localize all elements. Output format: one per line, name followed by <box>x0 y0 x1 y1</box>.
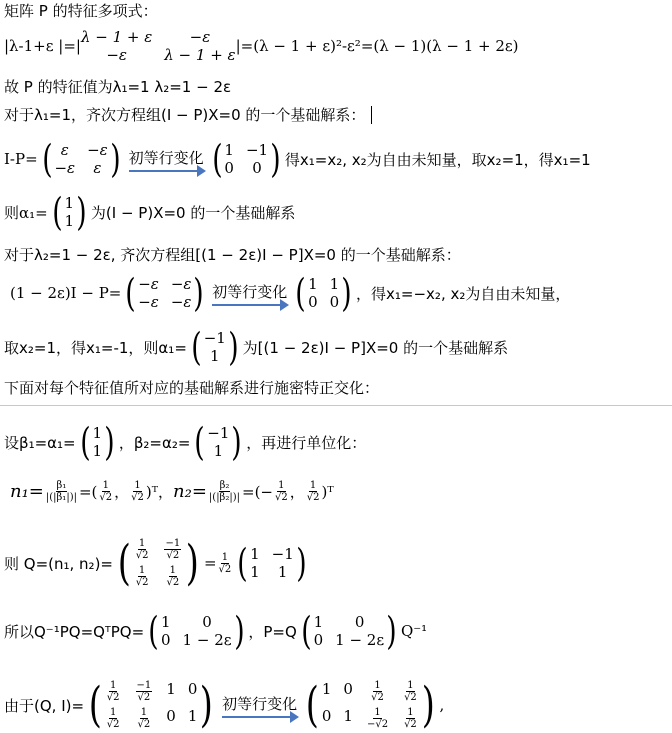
matrix-q-fractions: ( $\frac{1}{√2}$ $\frac{-1}{√2}$ $\frac{1}{√2}$ $\frac{1}{√2}$ ) <box>117 535 200 591</box>
text-n2: n₂= <box>173 481 207 502</box>
matrix-cell: 0 <box>313 631 324 649</box>
text-q-inverse: Q⁻¹ <box>400 622 428 640</box>
page-divider <box>0 405 672 406</box>
matrix-cell: 1 <box>277 563 288 581</box>
fraction: $\frac{1}{√2}$ <box>99 480 113 503</box>
diagonal-line <box>4 609 428 653</box>
text-schmidt-intro: 下面对每个特征值所对应的基础解系进行施密特正交化： <box>4 379 380 397</box>
matrix-cell: −ε <box>138 293 159 311</box>
matrix-cell: λ − 1 + ε <box>80 28 153 46</box>
fraction: $\frac{1}{√2}$ <box>275 480 288 503</box>
text-i-minus-p: I-P= <box>4 150 38 168</box>
augmented-line: 由于(Q, I)= ( $\frac{1}{√2}$ $\frac{-1}{√2}$ 1 0 $\frac{1}{√2}$ $\frac{1}{√2}$ 0 1 ) 初等行变化 ( 1 0 $\frac{1}{√2}$ $\frac{1}{√2}$ 0 1 $\frac{1}{-√2}$ $\frac{1}{√2}$ ) , <box>4 677 445 733</box>
matrix-i-minus-p: ( ε −ε −ε ε ) <box>41 137 121 181</box>
fraction: $\frac{1}{√2}$ <box>306 480 320 503</box>
matrix-cell: 0 <box>252 159 262 177</box>
matrix-cell: 0 <box>329 293 340 311</box>
beta-line <box>4 420 367 464</box>
lambda1-intro-line <box>4 104 372 125</box>
matrix-cell: 1 <box>308 275 318 293</box>
lambda2-reduction-line <box>10 271 571 315</box>
matrix-augmented-reduced: ( 1 0 $\frac{1}{√2}$ $\frac{1}{√2}$ 0 1 $\frac{1}{-√2}$ $\frac{1}{√2}$ ) <box>305 677 435 733</box>
matrix-cell: ε <box>60 141 69 159</box>
arrow-label: 初等行变化 <box>128 148 204 167</box>
text-char-poly-left: |λ-1+ε |=| <box>4 37 81 55</box>
intro-line <box>4 0 158 21</box>
matrix-augmented: ( $\frac{1}{√2}$ $\frac{-1}{√2}$ 1 0 $\frac{1}{√2}$ $\frac{1}{√2}$ 0 1 ) <box>88 677 214 733</box>
matrix-cell: −ε <box>54 159 76 177</box>
vector-cell: 1 <box>92 442 102 460</box>
arrow-label: 初等行变化 <box>222 694 298 713</box>
alpha1-line <box>4 190 296 234</box>
fraction: $\frac{1}{√2}$ <box>131 480 144 503</box>
right-arrow-icon <box>129 170 204 172</box>
matrix-cell: 0 <box>354 613 365 631</box>
row-reduction-arrow <box>222 693 297 718</box>
matrix-cell: −ε <box>170 275 192 293</box>
fraction-scale: $\frac{1}{√2}$ <box>218 551 232 575</box>
matrix-cell: −ε <box>106 46 127 64</box>
text-alpha1-left: 则α₁= <box>4 203 48 222</box>
text-diag-left: 所以Q⁻¹PQ=QᵀPQ= <box>4 622 145 641</box>
matrix-q-integer: ( 1 −1 1 1 ) <box>237 541 307 585</box>
text-eigenvalues: 故 P 的特征值为λ₁=1 λ₂=1 − 2ε <box>4 78 232 96</box>
matrix-cell: −ε <box>138 275 159 293</box>
text-alpha2-left: 取x₂=1，得x₁=-1，则α₁= <box>4 338 187 357</box>
right-arrow-icon <box>212 304 287 306</box>
lambda2-intro-line <box>4 244 461 265</box>
matrix-cell: 0 <box>224 159 234 177</box>
matrix-cell: λ − 1 + ε <box>164 46 236 64</box>
row-reduction-arrow <box>129 147 204 172</box>
matrix-cell: 1 − 2ε <box>182 631 232 649</box>
schmidt-intro-line <box>4 377 379 398</box>
vector-cell: −1 <box>203 329 226 347</box>
matrix-cell: −1 <box>271 545 294 563</box>
vector-cell: 1 <box>213 442 224 460</box>
q-matrix-line: 则 Q=(n₁, n₂)= ( $\frac{1}{√2}$ $\frac{-1}{√2}$ $\frac{1}{√2}$ $\frac{1}{√2}$ ) = $\frac{1}{√2}$ ( 1 −1 1 1 ) <box>4 538 311 588</box>
matrix-cell: 1 <box>313 613 324 631</box>
text-beta1: 设β₁=α₁= <box>4 433 76 452</box>
text-solution-note: 得x₁=x₂, x₂为自由未知量，取x₂=1，得x₁=1 <box>284 150 591 169</box>
row-reduction-arrow <box>212 281 287 306</box>
fraction-beta1: $\frac{\text{β₁}}{\text{|(|β₁|)|}}$ <box>45 480 77 503</box>
alpha2-line <box>4 325 509 369</box>
matrix-cell: −1 <box>245 141 269 159</box>
matrix-cell: 0 <box>161 631 171 649</box>
text-beta2: ，β₂=α₂= <box>118 433 191 452</box>
fraction-beta2: $\frac{\text{β₂}}{\text{|(|β₂|)|}}$ <box>208 480 240 503</box>
text-lambda2-intro: 对于λ₂=1 − 2ε, 齐次方程组[(1 − 2ε)I − P]X=0 的一个基础解系： <box>4 246 461 264</box>
text-p-equals: ，P=Q <box>248 622 297 641</box>
matrix-cell: 1 − 2ε <box>335 631 385 649</box>
matrix-cell: −ε <box>87 141 108 159</box>
matrix-cell: 1 <box>250 545 260 563</box>
matrix-cell: 1 <box>250 563 260 581</box>
matrix-cell: ε <box>93 159 102 177</box>
text-solution-note: ，得x₁=−x₂, x₂为自由未知量， <box>356 284 571 303</box>
right-arrow-icon <box>222 716 297 718</box>
text-lambda2-matrix-left: (1 − 2ε)I − P= <box>10 284 122 302</box>
normalize-line: n₁= $\frac{\text{β₁}}{\text{|(|β₁|)|}}$ =( $\frac{1}{√2}$ ， $\frac{1}{√2}$ )ᵀ， n₂= $\frac{\text{β₂}}{\text{|(|β₂|)|}}$ =(− $\frac{1}{√2}$ ， $\frac{1}{√2}$ )ᵀ <box>10 480 334 503</box>
text-cursor <box>371 106 372 124</box>
vector-beta2: ( −1 1 ) <box>194 420 243 464</box>
text-n1: n₁= <box>10 481 44 502</box>
text-alpha2-right: 为[(1 − 2ε)I − P]X=0 的一个基础解系 <box>242 338 509 357</box>
vector-cell: 1 <box>64 212 75 230</box>
char-matrix <box>81 28 236 64</box>
text-char-poly-result: |=(λ − 1 + ε)²-ε²=(λ − 1)(λ − 1 + 2ε) <box>235 37 519 55</box>
arrow-label: 初等行变化 <box>212 282 288 301</box>
text-augmented-left: 由于(Q, I)= <box>4 696 85 715</box>
vector-cell: 1 <box>210 347 220 365</box>
matrix-cell: 1 <box>329 275 340 293</box>
matrix-cell: −ε <box>189 28 211 46</box>
matrix-cell: 1 <box>224 141 234 159</box>
text-char-poly-intro: 矩阵 P 的特征多项式： <box>4 2 158 20</box>
matrix-reduced: ( 1 1 0 0 ) <box>295 271 352 315</box>
text-lambda1-intro: 对于λ₁=1，齐次方程组(I − P)X=0 的一个基础解系： <box>4 106 366 124</box>
matrix-cell: 1 <box>161 613 171 631</box>
matrix-diagonal: ( 1 0 0 1 − 2ε ) <box>148 609 245 653</box>
matrix-cell: −ε <box>170 293 192 311</box>
text-q-def: 则 Q=(n₁, n₂)= <box>4 554 113 573</box>
lambda1-reduction-line <box>4 137 591 181</box>
vector-cell: −1 <box>207 424 230 442</box>
eigenvalue-line <box>4 76 231 97</box>
text-alpha1-right: 为(I − P)X=0 的一个基础解系 <box>90 203 296 222</box>
vector-alpha2: ( −1 1 ) <box>191 325 239 369</box>
matrix-cell: 0 <box>202 613 212 631</box>
vector-cell: 1 <box>92 424 102 442</box>
vector-cell: 1 <box>64 194 75 212</box>
matrix-diagonal-2: ( 1 0 0 1 − 2ε ) <box>300 609 397 653</box>
vector-alpha1: ( 1 1 ) <box>51 190 87 234</box>
matrix-lambda2: ( −ε −ε −ε −ε ) <box>125 271 205 315</box>
matrix-reduced: ( 1 −1 0 0 ) <box>211 137 281 181</box>
char-poly-line <box>4 28 519 64</box>
text-normalize: ，再进行单位化： <box>246 433 367 452</box>
matrix-cell: 0 <box>308 293 318 311</box>
vector-beta1: ( 1 1 ) <box>79 420 115 464</box>
